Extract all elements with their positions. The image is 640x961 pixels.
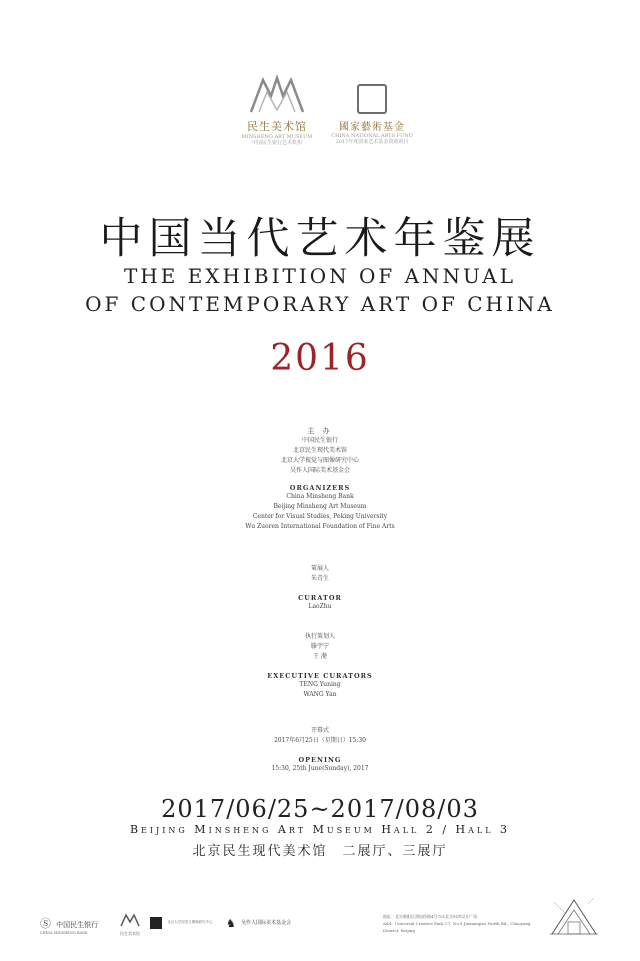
- opening-section: [0, 726, 640, 774]
- curator-heading-cn: 策展人: [310, 565, 329, 572]
- exhibition-dates: 2017/06/25~2017/08/03: [161, 795, 479, 823]
- title-english-line1: THE EXHIBITION OF ANNUAL: [123, 264, 517, 288]
- national-arts-fund-logo: [327, 74, 417, 154]
- opening-time-en: 15:30, 25th June(Sunday), 2017: [271, 765, 369, 772]
- footer-bank-name-en: CHINA MINSHENG BANK: [40, 931, 88, 935]
- exec-curator-en-1: TENG Yuning: [299, 681, 341, 688]
- right-logo-sub-en: CHINA NATIONAL ARTS FUND: [331, 133, 413, 139]
- footer-wzr-name: 吴作人国际美术基金会: [240, 920, 291, 926]
- opening-time-cn: 2017年6月25日（星期日）15:30: [273, 737, 366, 744]
- curator-name-en: LaoZhu: [308, 603, 332, 610]
- exec-curators-heading-cn: 执行策划人: [304, 633, 335, 640]
- title-year: 2016: [270, 338, 370, 379]
- organizer-en-2: Beijing Minsheng Art Museum: [273, 503, 367, 510]
- opening-heading-cn: 开幕式: [310, 727, 329, 734]
- venue-chinese: 北京民生现代美术馆 二展厅、三展厅: [192, 844, 448, 859]
- organizer-en-4: Wu Zuoren International Foundation of Fine Arts: [245, 523, 395, 530]
- organizer-cn-1: 中国民生银行: [301, 437, 338, 444]
- left-logo-caption: 民生美术馆: [247, 120, 307, 133]
- pku-square-icon: [150, 917, 162, 929]
- opening-heading-en: OPENING: [298, 756, 342, 764]
- organizers-section: [0, 426, 640, 532]
- right-logo-caption: 國家藝術基金: [339, 122, 405, 133]
- building-sketch-icon: [548, 894, 600, 942]
- exec-curator-cn-2: 王 滟: [313, 653, 327, 660]
- footer-museum-logo: [116, 912, 144, 936]
- right-logo-sub-cn: 2017年度国家艺术基金资助项目: [335, 139, 409, 145]
- curator-section: [0, 564, 640, 612]
- footer-bank-logo: [40, 912, 106, 936]
- bank-icon: Ⓢ: [40, 917, 51, 930]
- footer-address: [383, 913, 543, 934]
- organizer-cn-3: 北京大学视觉与图像研究中心: [280, 457, 359, 464]
- organizer-en-3: Center for Visual Studies, Peking University: [252, 513, 388, 520]
- exec-curator-en-2: WANG Yan: [303, 691, 337, 698]
- footer-pku-name: 北京大学视觉与图像研究中心: [167, 920, 213, 924]
- exec-curator-cn-1: 滕宇宁: [310, 643, 329, 650]
- title-chinese: 中国当代艺术年鉴展: [99, 214, 541, 264]
- mountain-small-icon: [120, 913, 140, 927]
- minsheng-art-museum-logo: [237, 74, 317, 154]
- footer-museum-name: 民生美术馆: [120, 931, 140, 936]
- organizer-en-1: China Minsheng Bank: [286, 493, 354, 500]
- title-english-line2: OF CONTEMPORARY ART OF CHINA: [85, 292, 555, 316]
- address-en: Add.: Universal Creative Park C7, No.9 Jiuxianqiao North Rd., Chaoyang District, Beijing: [383, 921, 531, 933]
- left-logo-sub-en: MINSHENG ART MUSEUM: [241, 134, 313, 140]
- mountain-logo-icon: [247, 74, 307, 114]
- left-logo-sub-cn: 中国民生银行艺术机构: [251, 140, 302, 146]
- exec-curators-heading-en: EXECUTIVE CURATORS: [267, 672, 373, 680]
- address-cn: 地址：北京朝阳区酒仙桥路4号751北京时尚设计广场: [383, 914, 478, 919]
- organizers-heading-en: ORGANIZERS: [289, 484, 351, 492]
- curator-name-cn: 朱青生: [310, 575, 329, 582]
- organizers-heading-cn: 主 办: [307, 427, 333, 435]
- footer-bank-name: 中国民生银行: [56, 921, 99, 929]
- footer-wzr-logo: [226, 912, 306, 936]
- footer-building-sketch: [548, 894, 600, 942]
- seal-icon: [357, 84, 387, 114]
- curator-heading-en: CURATOR: [298, 594, 342, 602]
- executive-curators-section: [0, 632, 640, 700]
- venue-english: Beijing Minsheng Art Museum Hall 2 / Hall 3: [129, 823, 511, 836]
- camel-icon: ♞: [226, 917, 236, 930]
- organizer-cn-2: 北京民生现代美术馆: [292, 447, 347, 454]
- organizer-cn-4: 吴作人国际美术基金会: [289, 467, 350, 474]
- footer-pku-logo: [150, 912, 220, 936]
